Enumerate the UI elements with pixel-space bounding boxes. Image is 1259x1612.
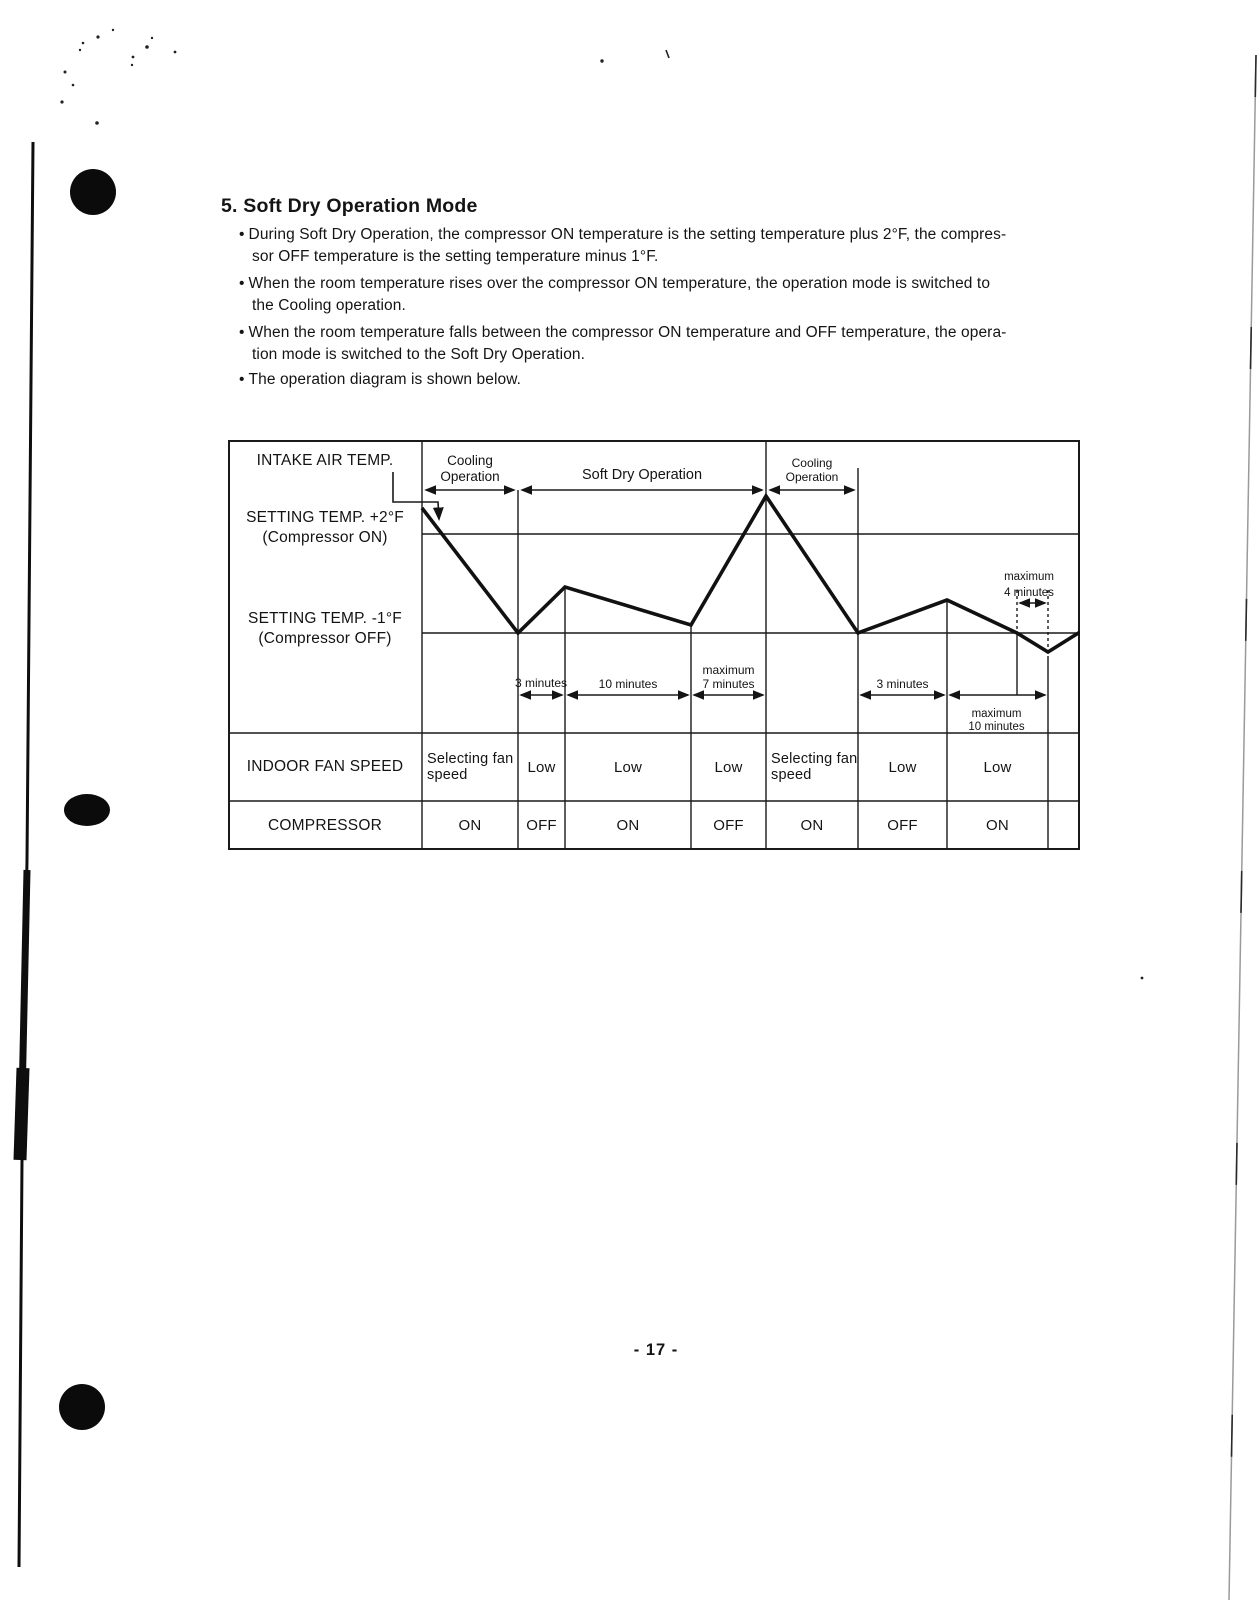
- fan-cell: Selecting fan speed: [771, 751, 858, 783]
- bullet-glyph: •: [239, 324, 245, 341]
- phase-label-cooling-2: [768, 456, 856, 484]
- row-label-intake: INTAKE AIR TEMP.: [256, 452, 394, 469]
- phase-text: Cooling: [447, 453, 493, 468]
- fan-cell: Low: [527, 758, 556, 776]
- phase-text: Operation: [785, 470, 839, 484]
- duration-text: maximum: [1004, 571, 1054, 583]
- fan-cell: [1048, 733, 1080, 801]
- bullet-text-line: sor OFF temperature is the setting temperature minus 1°F.: [252, 248, 659, 266]
- row-label-compressor: COMPRESSOR: [268, 816, 382, 834]
- duration-text: 10 minutes: [968, 721, 1025, 733]
- compressor-cell: OFF: [887, 817, 918, 834]
- duration-10min: 10 minutes: [598, 677, 658, 691]
- bullet-text-line: The operation diagram is shown below.: [248, 371, 522, 388]
- row-label-setting-on: [228, 508, 422, 548]
- punch-hole: [59, 169, 116, 1430]
- binder-edge-line: [19, 142, 33, 1567]
- bullet-item: [239, 224, 1086, 269]
- bullet-item: [239, 322, 1086, 367]
- fan-cell: Low: [613, 758, 643, 776]
- compressor-cell: [1048, 801, 1080, 850]
- compressor-cell: ON: [458, 817, 482, 834]
- fan-cell: Low: [888, 758, 917, 776]
- setting-on-line2: (Compressor ON): [262, 529, 388, 546]
- phase-text: Cooling: [791, 456, 833, 470]
- phase-label-cooling-1: [425, 453, 515, 485]
- bullet-glyph: •: [239, 226, 245, 243]
- duration-3min-1: 3 minutes: [514, 676, 568, 690]
- bullet-text-line: During Soft Dry Operation, the compressor ON temperature is the setting temperature plus 2°F, the compres-: [248, 226, 1007, 243]
- setting-off-line2: (Compressor OFF): [258, 630, 392, 647]
- bullet-item: [239, 273, 1086, 318]
- bullet-text-line: When the room temperature falls between the compressor ON temperature and OFF temperature, the opera-: [248, 324, 1007, 341]
- fan-cell: Low: [983, 758, 1012, 776]
- duration-text: maximum: [971, 708, 1022, 720]
- page-number: - 17 -: [633, 1341, 679, 1359]
- compressor-cell: ON: [986, 817, 1009, 834]
- section-title: 5. Soft Dry Operation Mode: [221, 195, 478, 217]
- duration-max-7min: [691, 663, 766, 691]
- bullet-text-line: When the room temperature rises over the compressor ON temperature, the operation mode is switched to: [248, 275, 991, 292]
- operation-diagram: [228, 440, 1080, 850]
- bullet-glyph: •: [239, 371, 245, 388]
- duration-text: 4 minutes: [1004, 587, 1054, 599]
- phase-label-soft-dry: Soft Dry Operation: [581, 467, 703, 483]
- duration-3min-2: 3 minutes: [876, 677, 929, 691]
- compressor-cell: OFF: [713, 817, 744, 834]
- compressor-cell: OFF: [526, 817, 557, 834]
- page-edge-line: [1229, 55, 1256, 1600]
- compressor-cell: ON: [800, 817, 824, 834]
- setting-off-line1: SETTING TEMP. -1°F: [248, 610, 402, 627]
- fan-cell: Selecting fan speed: [427, 751, 514, 783]
- duration-max-4min: [986, 569, 1072, 601]
- phase-text: Operation: [440, 469, 500, 484]
- duration-text: maximum: [702, 663, 755, 677]
- bullet-text-line: the Cooling operation.: [252, 297, 406, 315]
- compressor-cell: ON: [616, 817, 640, 834]
- bullet-glyph: •: [239, 275, 245, 292]
- duration-text: 7 minutes: [702, 677, 755, 691]
- row-label-fan-speed: INDOOR FAN SPEED: [246, 758, 404, 775]
- duration-max-10min: [947, 708, 1046, 734]
- fan-cell: Low: [714, 758, 743, 776]
- intake-air-temp-wave: [422, 496, 1080, 652]
- bullet-text-line: tion mode is switched to the Soft Dry Operation.: [252, 346, 586, 364]
- bullet-item: [239, 369, 1086, 391]
- row-label-setting-off: [228, 609, 422, 649]
- setting-on-line1: SETTING TEMP. +2°F: [246, 509, 404, 526]
